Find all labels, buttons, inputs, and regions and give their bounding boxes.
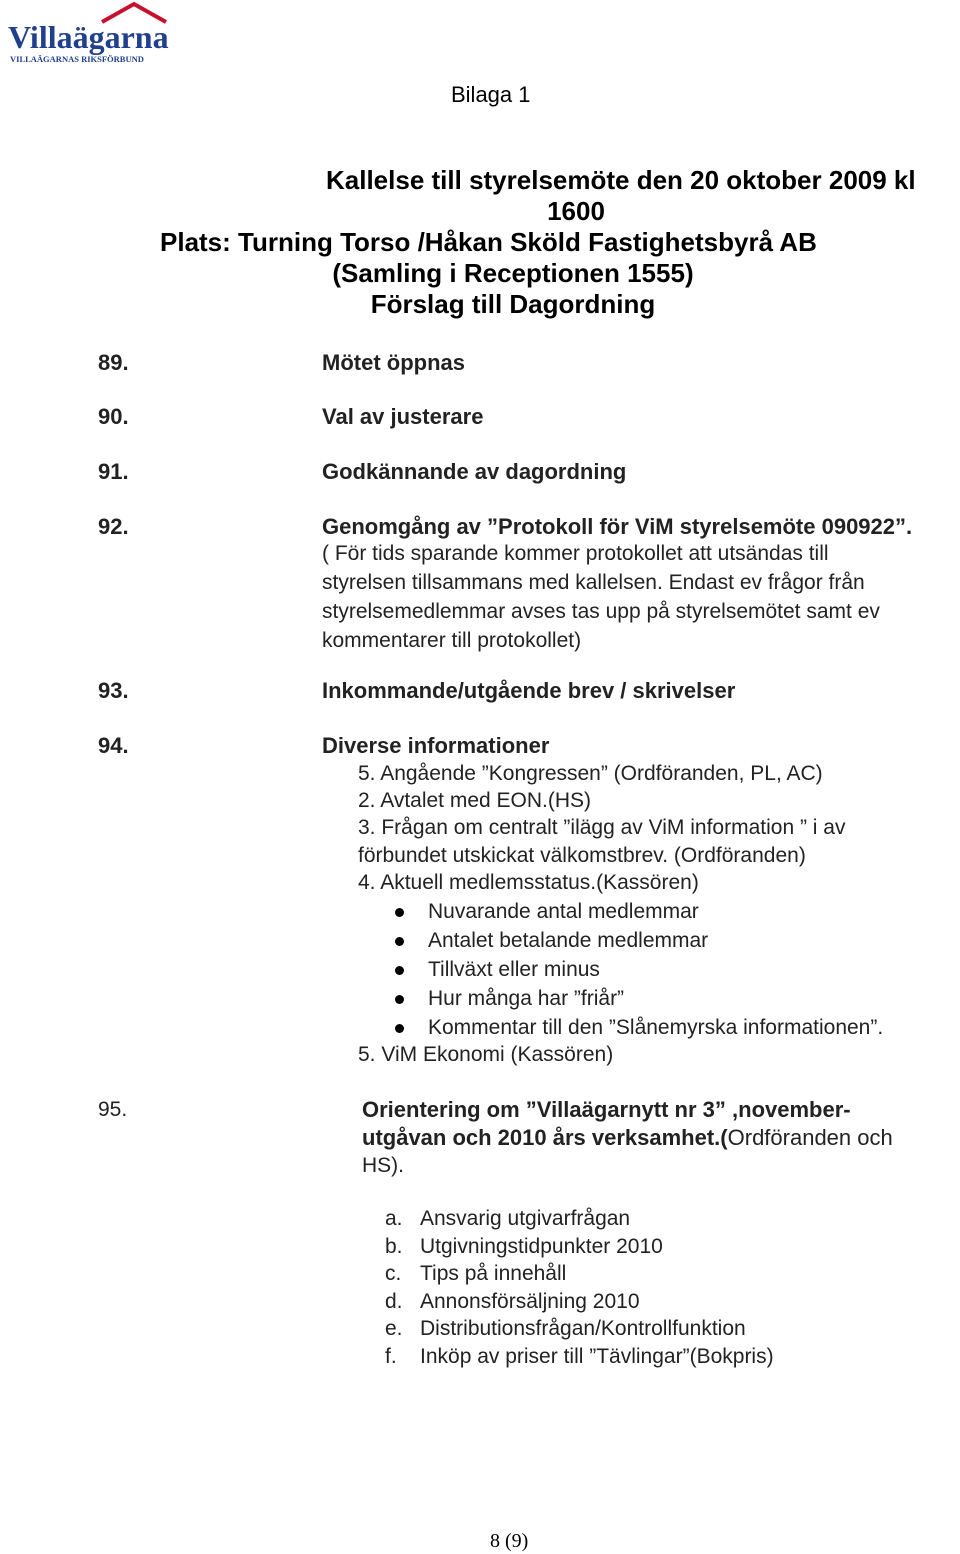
title-line-1: Kallelse till styrelsemöte den 20 oktober 2009 kl [326,165,916,195]
list-item: Annonsförsäljning 2010 [420,1290,640,1313]
bullet-item: Nuvarande antal medlemmar [428,900,699,923]
house-roof-icon [6,0,178,66]
item-text: Val av justerare [322,404,484,429]
list-letter: a. [385,1207,403,1230]
sub-item: 3. Frågan om centralt ”ilägg av ViM information ” i av [358,816,846,839]
list-item: Inköp av priser till ”Tävlingar”(Bokpris) [420,1345,774,1368]
title-line-2: 1600 [547,196,605,226]
sub-item: 5. ViM Ekonomi (Kassören) [358,1043,614,1066]
bullet-icon [395,908,404,917]
item-number: 94. [98,733,129,758]
sub-item: 5. Angående ”Kongressen” (Ordföranden, PL, AC) [358,762,823,785]
item-text: Godkännande av dagordning [322,459,627,484]
item-note-line: ( För tids sparande kommer protokollet att utsändas till [322,542,829,565]
sub-item: förbundet utskickat välkomstbrev. (Ordföranden) [358,844,806,867]
bullet-item: Tillväxt eller minus [428,958,600,981]
list-item: Tips på innehåll [420,1262,567,1285]
list-letter: f. [385,1345,397,1368]
bullet-item: Kommentar till den ”Slånemyrska informationen”. [428,1016,884,1039]
item-text-bold: utgåvan och 2010 års verksamhet.( [362,1125,728,1150]
item-text: Inkommande/utgående brev / skrivelser [322,678,736,703]
bullet-icon [395,995,404,1004]
item-number: 91. [98,459,129,484]
bullet-icon [395,1024,404,1033]
appendix-label: Bilaga 1 [451,82,531,107]
list-item: Ansvarig utgivarfrågan [420,1207,631,1230]
item-number: 90. [98,404,129,429]
item-number: 89. [98,350,129,375]
title-line-3: Plats: Turning Torso /Håkan Sköld Fastighetsbyrå AB [160,227,817,257]
item-number: 92. [98,514,129,539]
item-number: 95. [98,1098,128,1121]
item-text-line3: HS). [362,1154,404,1177]
item-text: Mötet öppnas [322,350,465,375]
list-item: Utgivningstidpunkter 2010 [420,1235,663,1258]
item-number: 93. [98,678,129,703]
item-text-line2 [362,1125,893,1151]
item-text-plain: Ordföranden och [727,1125,893,1150]
list-letter: d. [385,1290,403,1313]
logo-subtext: VILLAÄGARNAS RIKSFÖRBUND [10,54,144,64]
title-line-4: (Samling i Receptionen 1555) [332,258,694,288]
title-line-5: Förslag till Dagordning [370,289,656,319]
item-text: Orientering om ”Villaägarnytt nr 3” ,november- [362,1097,851,1122]
item-note-line: styrelsemedlemmar avses tas upp på styrelsemötet samt ev [322,600,880,623]
sub-item: 4. Aktuell medlemsstatus.(Kassören) [358,871,699,894]
bullet-item: Hur många har ”friår” [428,987,625,1010]
bullet-item: Antalet betalande medlemmar [428,929,709,952]
logo-text: Villaägarna [8,19,169,55]
item-text: Diverse informationer [322,733,550,758]
list-item: Distributionsfrågan/Kontrollfunktion [420,1317,746,1340]
item-note-line: kommentarer till protokollet) [322,629,582,652]
list-letter: e. [385,1317,403,1340]
sub-item: 2. Avtalet med EON.(HS) [358,789,592,812]
villaagarna-logo [6,0,178,66]
list-letter: c. [385,1262,402,1285]
list-letter: b. [385,1235,403,1258]
bullet-icon [395,937,404,946]
page-number: 8 (9) [490,1530,529,1552]
item-note-line: styrelsen tillsammans med kallelsen. Endast ev frågor från [322,571,865,594]
bullet-icon [395,966,404,975]
item-text: Genomgång av ”Protokoll för ViM styrelsemöte 090922”. [322,514,913,539]
